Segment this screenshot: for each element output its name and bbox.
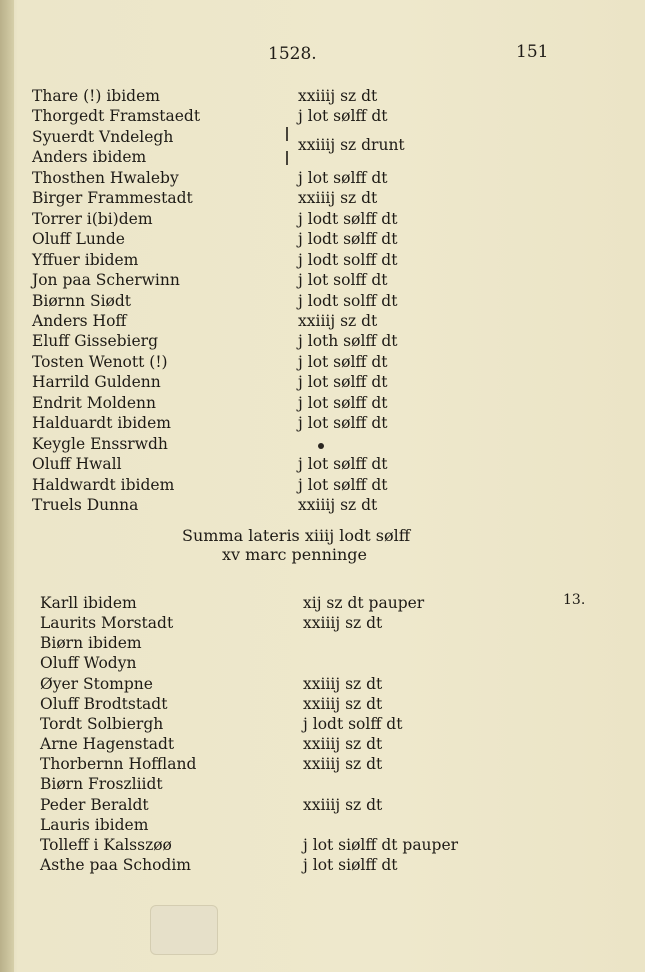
entry-value: j loth sølff dt [298, 332, 398, 351]
entry-name: Arne Hagenstadt [40, 735, 175, 754]
margin-note: 13. [563, 592, 586, 608]
entry-value: xxiiij sz dt [298, 496, 378, 514]
entry-name: Harrild Guldenn [32, 373, 161, 392]
entry-value: j lot siølff dt pauper [303, 835, 459, 854]
entry-name: Biørnn Siødt [32, 291, 132, 310]
entry-value: xxiiij sz dt [303, 755, 383, 774]
entry-value: j lot solff dt [298, 271, 388, 290]
entry-value: j lot sølff dt [298, 373, 388, 392]
entry-value: j lot sølff dt [298, 168, 388, 187]
entry-value: xij sz dt pauper [303, 594, 425, 612]
entry-value: j lot siølff dt [303, 855, 398, 874]
entry-value: j lot sølff dt [298, 475, 388, 494]
entry-name: Oluff Wodyn [40, 654, 137, 673]
ink-spot [318, 443, 324, 449]
entry-name: Øyer Stompne [40, 674, 153, 693]
bracket-brace [284, 127, 290, 165]
book-spine-edge [0, 0, 14, 972]
entry-name: Tolleff i Kalsszøø [40, 835, 172, 854]
entry-value: j lodt solff dt [298, 250, 398, 269]
entry-name: Asthe paa Schodim [40, 855, 191, 874]
entry-value: xxiiij sz dt [303, 674, 383, 693]
entry-value: j lot sølff dt [298, 414, 388, 433]
entry-name: Lauris ibidem [40, 815, 149, 834]
entry-name: Haldwardt ibidem [32, 475, 175, 494]
entry-value: xxiiij sz dt [303, 795, 383, 814]
entry-value: j lot sølff dt [298, 393, 388, 412]
summa-line-2: xv marc penninge [222, 545, 368, 564]
entry-value: xxiiij sz dt [298, 87, 378, 105]
entry-name: Jon paa Scherwinn [32, 271, 180, 290]
entry-name: Anders Hoff [32, 311, 127, 330]
entry-name: Eluff Gissebierg [32, 332, 158, 351]
entry-name: Truels Dunna [32, 496, 139, 514]
entry-name: Oluff Hwall [32, 455, 122, 474]
entry-name: Laurits Morstadt [40, 614, 174, 633]
entry-name: Oluff Lunde [32, 230, 125, 249]
entry-name: Endrit Moldenn [32, 393, 156, 412]
summa-line-1: Summa lateris xiiij lodt sølff [182, 526, 411, 545]
entry-value: j lot sølff dt [298, 107, 388, 126]
entry-name: Keygle Enssrwdh [32, 434, 168, 453]
entry-name: Halduardt ibidem [32, 414, 171, 433]
entry-name: Yffuer ibidem [32, 250, 139, 269]
entry-value: j lodt sølff dt [298, 230, 398, 249]
entry-value: xxiiij sz dt [303, 735, 383, 754]
entry-value: xxiiij sz dt [298, 189, 378, 208]
entry-value: j lodt solff dt [303, 714, 403, 733]
bracket-value: xxiiij sz drunt [298, 136, 405, 154]
entry-name: Syuerdt Vndelegh [32, 127, 174, 146]
entry-name: Karll ibidem [40, 594, 137, 612]
entry-value: xxiiij sz dt [303, 614, 383, 633]
entry-name: Thare (!) ibidem [32, 87, 160, 105]
entry-value: j lot sølff dt [298, 455, 388, 474]
entry-name: Anders ibidem [32, 148, 147, 167]
entry-value: j lodt sølff dt [298, 209, 398, 228]
entry-name: Oluff Brodtstadt [40, 694, 168, 713]
entry-name: Tordt Solbiergh [40, 714, 164, 733]
page-smudge [150, 905, 218, 955]
page-year: 1528. [268, 44, 317, 64]
entry-value: j lodt solff dt [298, 291, 398, 310]
entry-value: xxiiij sz dt [298, 311, 378, 330]
entry-name: Thosthen Hwaleby [32, 168, 179, 187]
entry-value: j lot sølff dt [298, 352, 388, 371]
entry-name: Thorbernn Hoffland [40, 755, 197, 774]
entry-name: Torrer i(bi)dem [32, 209, 153, 228]
entry-value: xxiiij sz dt [303, 694, 383, 713]
entry-name: Thorgedt Framstaedt [32, 107, 201, 126]
entry-name: Tosten Wenott (!) [32, 352, 168, 371]
page-number: 151 [516, 42, 549, 62]
entry-name: Birger Frammestadt [32, 189, 193, 208]
entry-name: Peder Beraldt [40, 795, 149, 814]
entry-name: Biørn Froszliidt [40, 775, 163, 794]
entry-name: Biørn ibidem [40, 634, 142, 653]
